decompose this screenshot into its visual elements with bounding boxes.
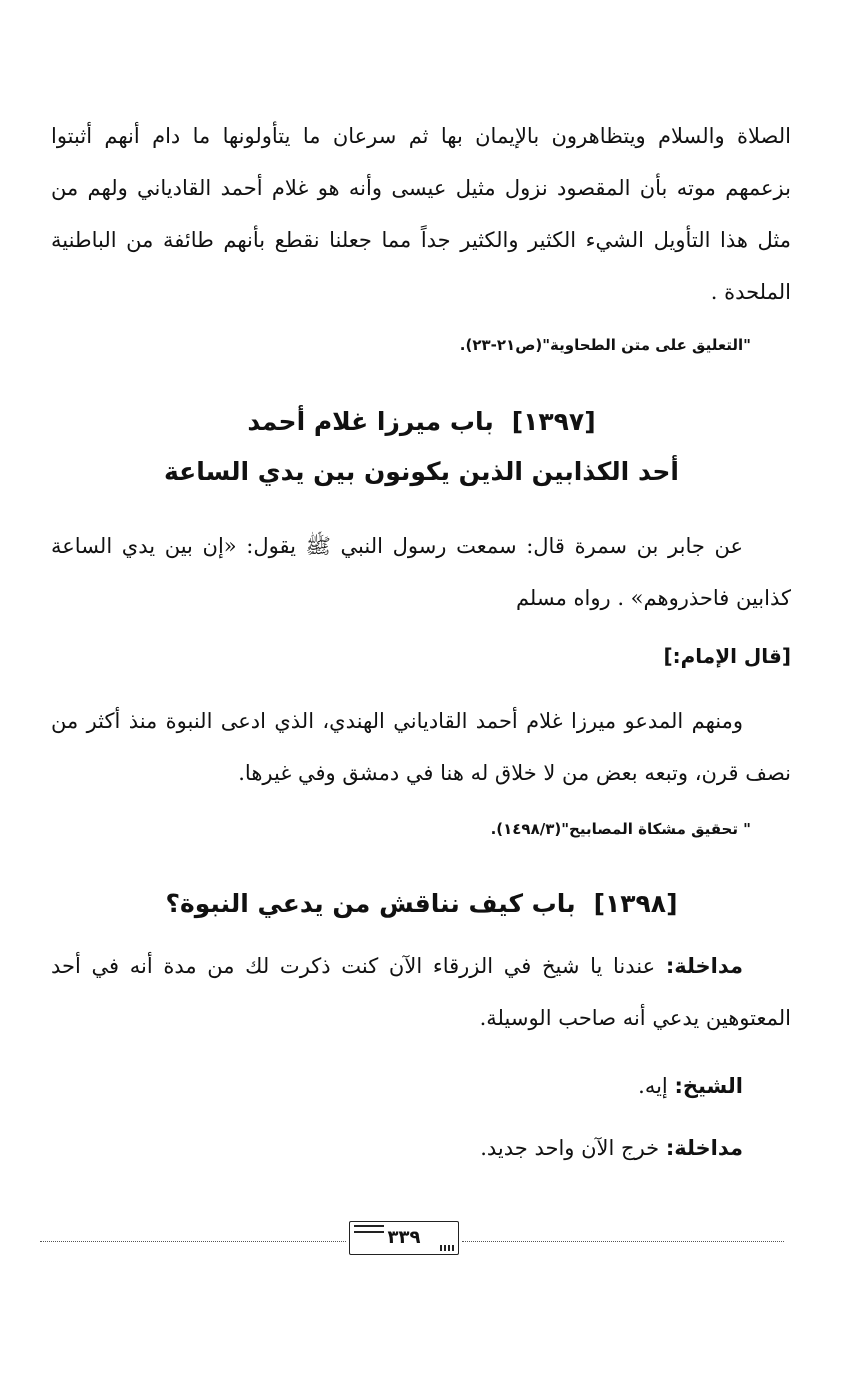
section-2-title: باب كيف نناقش من يدعي النبوة؟: [165, 889, 576, 918]
page-number-box: [349, 1221, 459, 1255]
dialogue-line-2: [51, 1060, 791, 1112]
section-1-number: [١٣٩٧]: [511, 407, 596, 436]
dialogue-speaker-2: الشيخ:: [674, 1074, 743, 1098]
imam-paragraph: ومنهم المدعو ميرزا غلام أحمد القادياني الهندي، الذي ادعى النبوة منذ أكثر من نصف قرن، وتبعه بعض من لا خلاق له هنا في دمشق وفي غيرها.: [51, 709, 791, 785]
dialogue-line-3: [51, 1122, 791, 1174]
footer-rule-left: [40, 1241, 346, 1242]
hadith-paragraph: عن جابر بن سمرة قال: سمعت رسول النبي ﷺ يقول: «إن بين يدي الساعة كذابين فاحذروهم» . رواه مسلم: [51, 534, 791, 610]
dialogue-text-3: خرج الآن واحد جديد.: [480, 1136, 666, 1160]
section-2-number: [١٣٩٨]: [593, 889, 678, 918]
dialogue-text-2: إيه.: [638, 1074, 675, 1098]
dialogue-text-1: عندنا يا شيخ في الزرقاء الآن كنت ذكرت لك من مدة أنه في أحد المعتوهين يدعي أنه صاحب الوسيلة.: [51, 954, 791, 1030]
footer-rule-right: [462, 1241, 784, 1242]
section-1-title: باب ميرزا غلام أحمد: [247, 407, 494, 436]
dialogue-line-1: [51, 940, 791, 1044]
section-2-heading: [0, 880, 843, 928]
section-1-subtitle: أحد الكذابين الذين يكونون بين يدي الساعة: [164, 457, 679, 486]
dialogue-speaker-3: مداخلة:: [665, 1136, 743, 1160]
reference-1: "التعليق على متن الطحاوية"(ص٢١-٢٣).: [459, 336, 751, 354]
dialogue-speaker-1: مداخلة:: [665, 954, 743, 978]
imam-label: [قال الإمام:]: [663, 644, 791, 668]
page-number: ٣٣٩: [387, 1227, 421, 1248]
reference-2: " تحقيق مشكاة المصابيح"(١٤٩٨/٣).: [490, 820, 751, 838]
section-1-heading: [0, 398, 843, 446]
top-paragraph: الصلاة والسلام ويتظاهرون بالإيمان بها ثم سرعان ما يتأولونها ما دام أنهم أثبتوا بزعمهم موته بأن المقصود نزول مثيل عيسى وأنه هو غلام أحمد القادياني ولهم من مثل هذا التأويل الشيء الكثير والكثير جداً مما جعلنا نقطع بأنهم طائفة من الباطنية الملحدة .: [51, 124, 791, 304]
